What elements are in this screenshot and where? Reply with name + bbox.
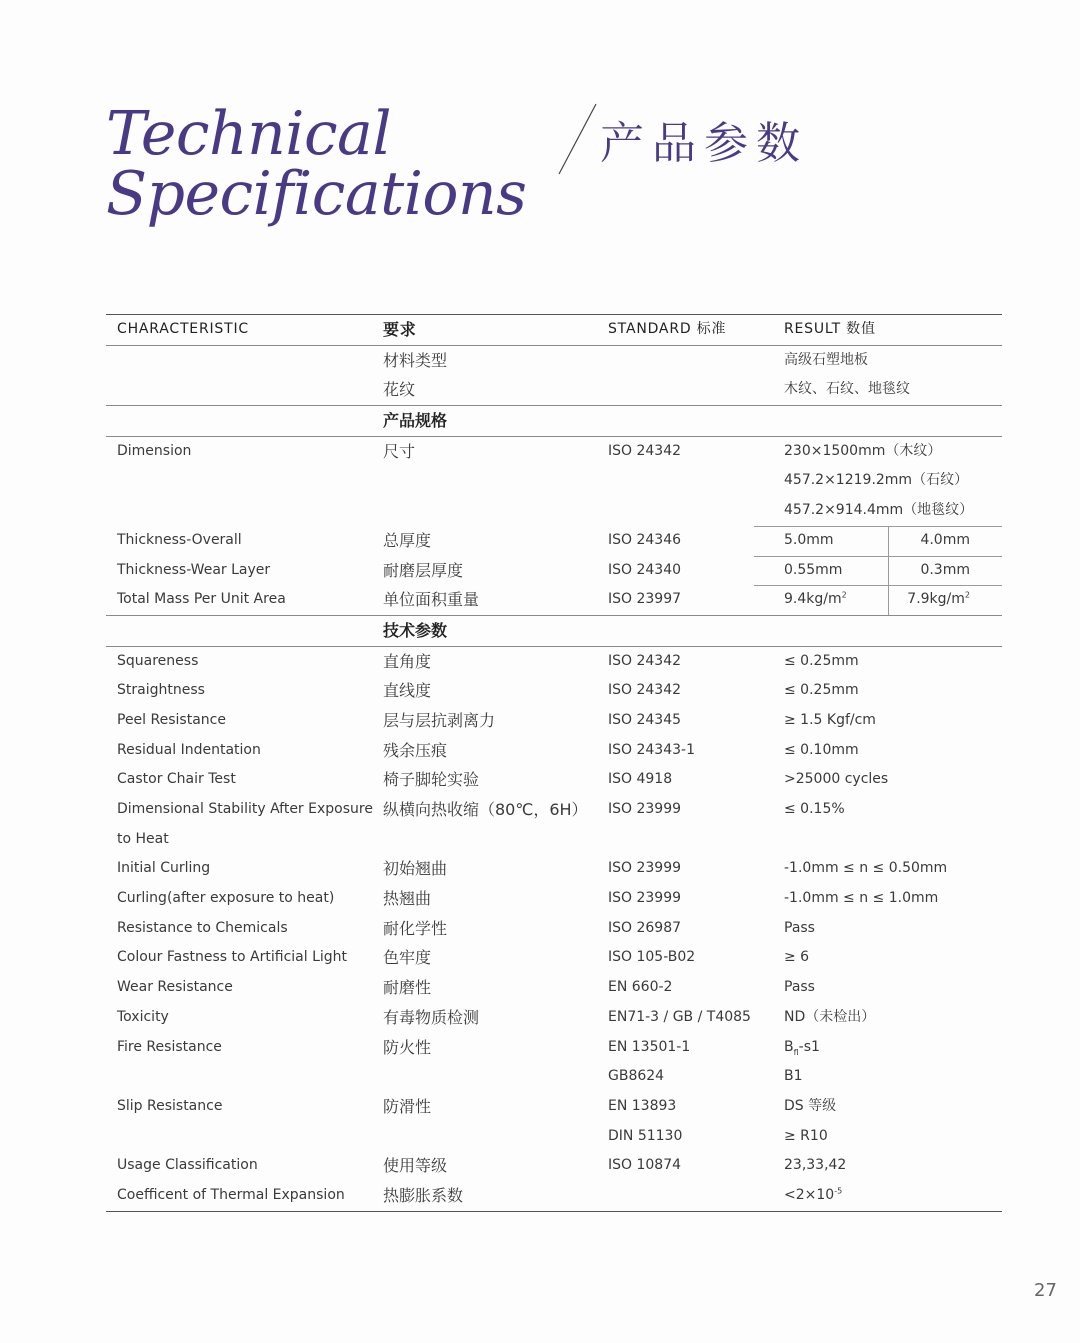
cell-req: 防火性 (383, 1037, 432, 1057)
cell-standard: ISO 4918 (608, 771, 673, 788)
table-row (106, 736, 1002, 766)
table-row (106, 1092, 1002, 1122)
section-heading (106, 615, 1002, 647)
result-a-text: 9.4kg/m (784, 591, 842, 608)
cell-characteristic: Residual Indentation (117, 741, 261, 758)
cell-req: 单位面积重量 (383, 590, 480, 610)
cell-req: 材料类型 (383, 350, 448, 370)
cell-result-a: 0.55mm (784, 561, 843, 578)
page-number: 27 (1034, 1280, 1057, 1301)
cell-result: ≤ 0.25mm (784, 652, 859, 669)
cell-req: 有毒物质检测 (383, 1007, 480, 1027)
cell-req: 花纹 (383, 380, 416, 400)
cell-standard: ISO 23999 (608, 890, 682, 907)
table-row (106, 706, 1002, 736)
section-title: 技术参数 (383, 620, 448, 640)
result-b-text: 7.9kg/m (907, 591, 965, 608)
cell-standard: GB8624 (608, 1068, 665, 1085)
header-characteristic: CHARACTERISTIC (117, 321, 249, 337)
cell-characteristic: Castor Chair Test (117, 771, 236, 788)
cell-result: Pass (784, 919, 815, 936)
table-header (106, 315, 1002, 346)
cell-result: 457.2×1219.2mm（石纹） (784, 472, 969, 489)
table-row (106, 1003, 1002, 1033)
result-b-sup: 2 (964, 590, 970, 600)
table-row (106, 1033, 1002, 1063)
cell-characteristic: Total Mass Per Unit Area (117, 591, 286, 608)
cell-result: >25000 cycles (784, 771, 889, 788)
cell-req: 耐化学性 (383, 918, 448, 938)
cell-characteristic: Usage Classification (117, 1157, 258, 1174)
table-row (106, 943, 1002, 973)
cell-result: ≥ 1.5 Kgf/cm (784, 711, 876, 728)
result-text: <2×10 (784, 1186, 835, 1203)
cell-result: 23,33,42 (784, 1157, 847, 1174)
cell-characteristic: Dimensional Stability After Exposure (117, 801, 373, 817)
table-row (106, 676, 1002, 706)
table-row (106, 585, 1002, 615)
result-rest: -s1 (798, 1038, 820, 1055)
cell-req: 纵横向热收缩（80℃，6H） (383, 800, 588, 819)
cell-req: 防滑性 (383, 1096, 432, 1116)
cell-characteristic: Initial Curling (117, 860, 211, 877)
cell-standard: ISO 26987 (608, 919, 682, 936)
cell-standard: ISO 105-B02 (608, 949, 696, 966)
table-row (106, 647, 1002, 677)
cell-req: 初始翘曲 (383, 859, 448, 879)
cell-characteristic: Resistance to Chemicals (117, 919, 288, 936)
table-row (106, 346, 1002, 376)
table-row (106, 1151, 1002, 1181)
cell-characteristic: Slip Resistance (117, 1097, 223, 1114)
cell-standard: ISO 24343-1 (608, 741, 695, 758)
cell-result-b: 4.0mm (920, 531, 970, 548)
tech-rows (106, 647, 1002, 1033)
cell-result (784, 1033, 820, 1063)
table-row (106, 854, 1002, 884)
table-row (106, 914, 1002, 944)
table-row (106, 556, 1002, 586)
result-a-sup: 2 (841, 590, 847, 600)
cell-standard: EN 13501-1 (608, 1038, 691, 1055)
cell-characteristic: Thickness-Wear Layer (117, 561, 271, 578)
section-heading (106, 405, 1002, 437)
cell-req: 色牢度 (383, 948, 432, 968)
cell-req: 热膨胀系数 (383, 1185, 464, 1205)
table-row (106, 375, 1002, 405)
cell-req: 使用等级 (383, 1156, 448, 1176)
table-row (106, 825, 1002, 855)
result-sub: fl (793, 1047, 799, 1057)
cell-result: ≥ 6 (784, 949, 810, 966)
header-requirement: 要求 (383, 320, 417, 339)
cell-characteristic: Toxicity (117, 1008, 169, 1025)
cell-characteristic: Straightness (117, 682, 205, 699)
cell-standard: EN 660-2 (608, 979, 673, 996)
table-row (106, 795, 1002, 825)
cell-standard: EN 13893 (608, 1097, 677, 1114)
cell-result: 457.2×914.4mm（地毯纹） (784, 502, 974, 519)
table-row (106, 765, 1002, 795)
cell-req: 层与层抗剥离力 (383, 710, 496, 730)
cell-result (784, 1181, 842, 1211)
cell-req: 总厚度 (383, 530, 432, 550)
cell-result-a (784, 585, 847, 615)
cell-result: ≤ 0.10mm (784, 741, 859, 758)
table-row (106, 526, 1002, 556)
cell-standard: ISO 24346 (608, 531, 682, 548)
cell-characteristic: Coefficent of Thermal Expansion (117, 1186, 345, 1203)
cell-req: 耐磨层厚度 (383, 560, 464, 580)
cell-result: Pass (784, 979, 815, 996)
cell-req: 直线度 (383, 681, 432, 701)
spec-table (106, 314, 1002, 1212)
cell-standard: ISO 24345 (608, 711, 682, 728)
cell-characteristic: Wear Resistance (117, 979, 233, 996)
cell-result: 230×1500mm（木纹） (784, 442, 942, 459)
cell-req: 椅子脚轮实验 (383, 770, 480, 790)
page-title-en (106, 99, 527, 229)
cell-standard: ISO 24342 (608, 652, 682, 669)
header-result: RESULT 数值 (784, 321, 876, 337)
cell-characteristic: Thickness-Overall (117, 531, 242, 548)
section-title: 产品规格 (383, 411, 448, 431)
table-row (106, 1062, 1002, 1092)
table-row (106, 466, 1002, 496)
cell-req: 尺寸 (383, 441, 416, 461)
cell-standard: ISO 23999 (608, 801, 682, 817)
result-main: B (784, 1038, 794, 1055)
cell-characteristic: Peel Resistance (117, 711, 226, 728)
cell-result: 木纹、石纹、地毯纹 (784, 381, 910, 398)
after-fire-rows (106, 1062, 1002, 1181)
cell-req: 耐磨性 (383, 978, 432, 998)
table-row (106, 1181, 1002, 1211)
cell-characteristic: Dimension (117, 442, 192, 459)
cell-result: ND（未检出） (784, 1008, 876, 1025)
title-slash-divider (556, 102, 600, 176)
cell-characteristic: to Heat (117, 830, 169, 847)
page-title-cn: 产品参数 (600, 118, 808, 169)
cell-result-b: 0.3mm (920, 561, 970, 578)
table-row (106, 973, 1002, 1003)
cell-result: DS 等级 (784, 1097, 837, 1114)
cell-standard: EN71-3 / GB / T4085 (608, 1008, 751, 1025)
cell-characteristic: Fire Resistance (117, 1038, 222, 1055)
table-row (106, 437, 1002, 467)
cell-standard: DIN 51130 (608, 1127, 683, 1144)
title-line-2: Specifications (106, 159, 527, 229)
cell-result: 高级石塑地板 (784, 351, 868, 368)
result-sup: -5 (834, 1186, 843, 1196)
cell-result: ≤ 0.25mm (784, 682, 859, 699)
cell-standard: ISO 10874 (608, 1157, 682, 1174)
cell-req: 直角度 (383, 651, 432, 671)
cell-result: ≥ R10 (784, 1127, 828, 1144)
cell-characteristic: Squareness (117, 652, 199, 669)
cell-standard: ISO 23999 (608, 860, 682, 877)
title-line-1: Technical (106, 99, 392, 169)
table-row (106, 496, 1002, 526)
cell-result: -1.0mm ≤ n ≤ 0.50mm (784, 860, 948, 877)
header-standard: STANDARD 标准 (608, 321, 727, 337)
cell-characteristic: Curling(after exposure to heat) (117, 890, 335, 907)
cell-standard: ISO 23997 (608, 591, 682, 608)
cell-result: ≤ 0.15% (784, 801, 845, 817)
cell-result: B1 (784, 1068, 803, 1085)
cell-standard: ISO 24342 (608, 442, 682, 459)
cell-result-b (888, 585, 970, 615)
table-row (106, 1122, 1002, 1152)
cell-standard: ISO 24342 (608, 682, 682, 699)
cell-result-a: 5.0mm (784, 531, 834, 548)
cell-req: 热翘曲 (383, 889, 432, 909)
table-row (106, 884, 1002, 914)
cell-req: 残余压痕 (383, 740, 448, 760)
cell-characteristic: Colour Fastness to Artificial Light (117, 949, 348, 966)
cell-result: -1.0mm ≤ n ≤ 1.0mm (784, 890, 939, 907)
cell-standard: ISO 24340 (608, 561, 682, 578)
